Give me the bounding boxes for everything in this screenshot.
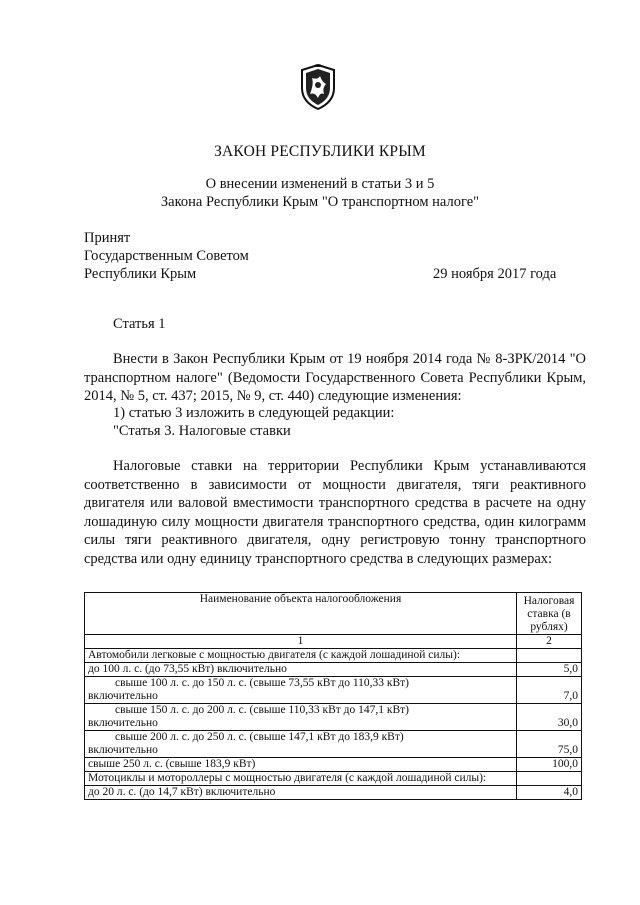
column-header-rate: Налоговая ставка (в рублях) [517, 593, 582, 635]
table-row [85, 772, 582, 786]
row-rate: 4,0 [517, 786, 582, 800]
table-header-row [85, 593, 582, 635]
adoption-line-1: Принят [84, 230, 131, 246]
table-row [85, 649, 582, 663]
table-column-number-row [85, 635, 582, 649]
row-rate [517, 649, 582, 663]
table-row [85, 677, 582, 704]
adoption-line-3: Республики Крым [84, 266, 197, 282]
row-name-line-2: включительно [88, 690, 158, 702]
article-heading: Статья 1 [113, 316, 166, 332]
crimea-coat-of-arms-emblem [300, 64, 336, 110]
article-body: Налоговые ставки на территории Республики Крым устанавливаются соответственно в зависимости от мощности двигателя, тяги реактивного двигателя или валовой вместимости транспортного средства в расчете на одну лошадиную силу мощности двигателя транспортного средства, один килограмм силы тяги реактивного двигателя, одну регистровую тонну транспортного средства или одну единицу транспортного средства в следующих размерах: [84, 458, 586, 567]
row-rate: 7,0 [517, 677, 582, 704]
row-name-line-2: включительно [88, 744, 158, 756]
column-number-1: 1 [85, 635, 517, 649]
law-title: ЗАКОН РЕСПУБЛИКИ КРЫМ [214, 143, 426, 160]
quoted-article-heading: "Статья 3. Налоговые ставки [113, 423, 291, 439]
table-row [85, 704, 582, 731]
column-header-object: Наименование объекта налогообложения [85, 593, 517, 635]
row-name [85, 677, 517, 704]
row-rate: 75,0 [517, 731, 582, 758]
article-intro: Внести в Закон Республики Крым от 19 ноября 2014 года № 8-ЗРК/2014 "О транспортном налоге" (Ведомости Государственного Совета Республики Крым, 2014, № 5, ст. 437; 2015, № 9, ст. 440) следующие изменения: [84, 351, 586, 405]
row-rate: 5,0 [517, 663, 582, 677]
row-rate: 30,0 [517, 704, 582, 731]
row-name [85, 731, 517, 758]
table-row [85, 786, 582, 800]
row-name: Мотоциклы и мотороллеры с мощностью двигателя (с каждой лошадиной силы): [85, 772, 517, 786]
table-row [85, 663, 582, 677]
row-name-line-2: включительно [88, 717, 158, 729]
row-name-line-1: свыше 200 л. с. до 250 л. с. (свыше 147,1 кВт до 183,9 кВт) [115, 731, 404, 743]
row-name: свыше 250 л. с. (свыше 183,9 кВт) [85, 758, 517, 772]
law-subtitle-line-1: О внесении изменений в статьи 3 и 5 [205, 176, 435, 192]
row-rate: 100,0 [517, 758, 582, 772]
row-name [85, 704, 517, 731]
row-name-line-1: свыше 100 л. с. до 150 л. с. (свыше 73,55 кВт до 110,33 кВт) [115, 677, 410, 689]
adoption-line-2: Государственным Советом [84, 248, 249, 264]
adoption-date: 29 ноября 2017 года [433, 266, 557, 282]
article-item-1: 1) статью 3 изложить в следующей редакции: [113, 405, 395, 421]
row-name-line-1: свыше 150 л. с. до 200 л. с. (свыше 110,33 кВт до 147,1 кВт) [115, 704, 410, 716]
law-subtitle-line-2: Закона Республики Крым "О транспортном налоге" [160, 194, 480, 210]
row-name: до 100 л. с. (до 73,55 кВт) включительно [85, 663, 517, 677]
row-rate [517, 772, 582, 786]
row-name: Автомобили легковые с мощностью двигателя (с каждой лошадиной силы): [85, 649, 517, 663]
row-name: до 20 л. с. (до 14,7 кВт) включительно [85, 786, 517, 800]
table-row [85, 731, 582, 758]
table-row [85, 758, 582, 772]
column-number-2: 2 [517, 635, 582, 649]
tax-rates-table [84, 592, 582, 800]
